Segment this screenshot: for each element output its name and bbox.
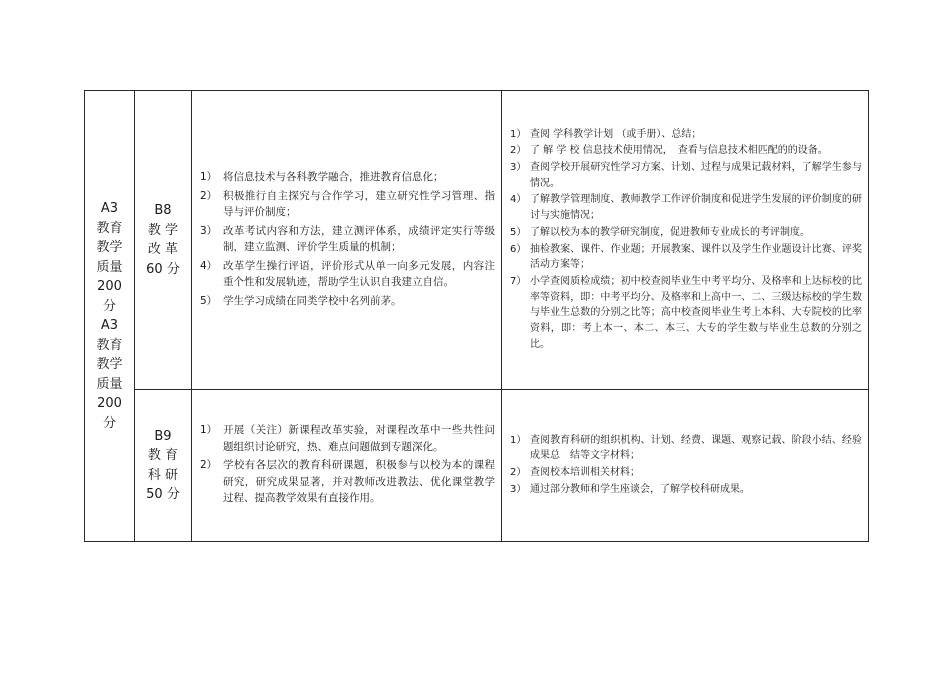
table-row-b8 [85, 91, 869, 390]
item-text: 改革考试内容和方法，建立测评体系，成绩评定实行等级制，建立监测、评价学生质量的机制； [223, 224, 495, 253]
list-item [510, 433, 862, 464]
a3-line: 质量 [96, 259, 123, 275]
item-number: 3） [200, 224, 218, 237]
list-item [510, 225, 862, 241]
list-item [200, 457, 495, 507]
a3-line: 分 [102, 298, 116, 314]
item-text: 查阅教育科研的组织机构、计划、经费、课题、观察记载、阶段小结、经验成果总 结等文字材料； [530, 434, 862, 462]
table-row-b9 [85, 390, 869, 542]
b9-line: 50 分 [146, 487, 180, 502]
a3-category-cell [85, 91, 135, 542]
item-text: 将信息技术与各科教学融合，推进教育信息化； [223, 171, 444, 183]
item-number: 2） [200, 459, 218, 472]
b8-methods-list [510, 127, 862, 353]
a3-line: 教育 [96, 337, 123, 353]
item-number: 3） [510, 483, 527, 495]
b9-line: 科 研 [147, 467, 179, 483]
item-number: 5） [200, 294, 218, 307]
item-number: 7） [510, 275, 527, 287]
b9-line: B9 [154, 428, 172, 444]
item-number: 1） [510, 128, 527, 140]
item-number: 1） [200, 424, 218, 437]
item-text: 了 解 学 校 信息技术使用情况， 查看与信息技术相匹配的的设备。 [530, 145, 828, 157]
list-item [510, 160, 862, 191]
b8-methods-cell [502, 91, 869, 390]
a3-line: 分 [102, 415, 116, 431]
item-text: 通过部分教师和学生座谈会，了解学校科研成果。 [530, 483, 750, 495]
list-item [510, 192, 862, 223]
list-item [510, 482, 862, 498]
a3-line: 200 [97, 396, 122, 411]
list-item [510, 274, 862, 353]
item-text: 抽检教案、课件、作业题；开展教案、课件以及学生作业题设计比赛、评奖活动方案等； [530, 243, 862, 271]
a3-line: A3 [100, 318, 119, 333]
list-item [200, 169, 495, 186]
list-item [510, 143, 862, 159]
item-number: 2） [200, 189, 218, 202]
b9-methods-cell [502, 390, 869, 542]
list-item [200, 293, 495, 310]
item-number: 1） [200, 171, 218, 183]
b9-line: 教 育 [147, 448, 179, 463]
b9-category-cell [135, 390, 192, 542]
list-item [510, 127, 862, 143]
item-text: 开展（关注）新课程改革实验，对课程改革中一些共性问题组织讨论研究，热、难点问题做到专题深化。 [223, 424, 495, 453]
item-text: 学生学习成绩在同类学校中名列前茅。 [223, 294, 402, 307]
item-number: 1） [510, 434, 527, 446]
item-text: 查阅 学科教学计划 （或手册）、总结； [530, 128, 702, 140]
b8-line: 60 分 [146, 261, 180, 277]
evaluation-table [84, 90, 869, 542]
a3-line: 教育 [96, 220, 123, 236]
list-item [200, 223, 495, 256]
b8-line: 教 学 [147, 222, 179, 238]
list-item [200, 258, 495, 291]
b8-category-cell [135, 91, 192, 390]
item-number: 5） [510, 226, 527, 238]
item-number: 4） [200, 259, 218, 272]
list-item [510, 465, 862, 481]
item-number: 3） [510, 161, 527, 173]
a3-line: 200 [97, 279, 122, 294]
a3-line: 质量 [96, 376, 123, 392]
item-text: 小学查阅质检成绩；初中校查阅毕业生中考平均分、及格率和上达标校的比率等资料，即：中考平均分、及格率和上高中一、二、三级达标校的学生数与毕业生总数的分别之比等；高中校查阅毕业生考上本科、大专院校的比率资料，即：考上本一、本二、本三、大专的学生数与毕业生总数的分别之比。 [530, 275, 862, 350]
b9-standards-list [200, 422, 495, 507]
b9-standards-cell [192, 390, 502, 542]
item-number: 4） [510, 194, 527, 206]
b8-standards-cell [192, 91, 502, 390]
a3-line: 教学 [96, 357, 123, 372]
b8-line: B8 [154, 203, 172, 218]
b8-standards-list [200, 169, 495, 309]
item-text: 积极推行自主探究与合作学习，建立研究性学习管理、指导与评价制度； [223, 189, 495, 218]
list-item [510, 242, 862, 273]
item-number: 6） [510, 243, 527, 255]
item-text: 学校有各层次的教育科研课题，积极参与以校为本的课程研究，研究成果显著，并对教师改进教法、优化课堂教学过程、提高教学效果有直接作用。 [223, 459, 495, 505]
item-number: 2） [510, 145, 527, 157]
a3-line: 教学 [96, 240, 123, 255]
a3-line: A3 [100, 201, 119, 216]
item-text: 改革学生操行评语，评价形式从单一向多元发展，内容注重个性和发展轨迹，帮助学生认识自我建立自信。 [223, 259, 495, 288]
item-number: 2） [510, 467, 527, 478]
b9-methods-list [510, 433, 862, 498]
item-text: 了解以校为本的教学研究制度，促进教师专业成长的考评制度。 [530, 226, 810, 238]
item-text: 了解教学管理制度、教师教学工作评价制度和促进学生发展的评价制度的研讨与实施情况； [530, 194, 862, 222]
list-item [200, 188, 495, 221]
list-item [200, 422, 495, 455]
item-text: 查阅校本培训相关材料； [530, 467, 640, 478]
item-text: 查阅学校开展研究性学习方案、计划、过程与成果记载材料，了解学生参与情况。 [530, 161, 862, 189]
b8-line: 改 革 [147, 242, 179, 257]
